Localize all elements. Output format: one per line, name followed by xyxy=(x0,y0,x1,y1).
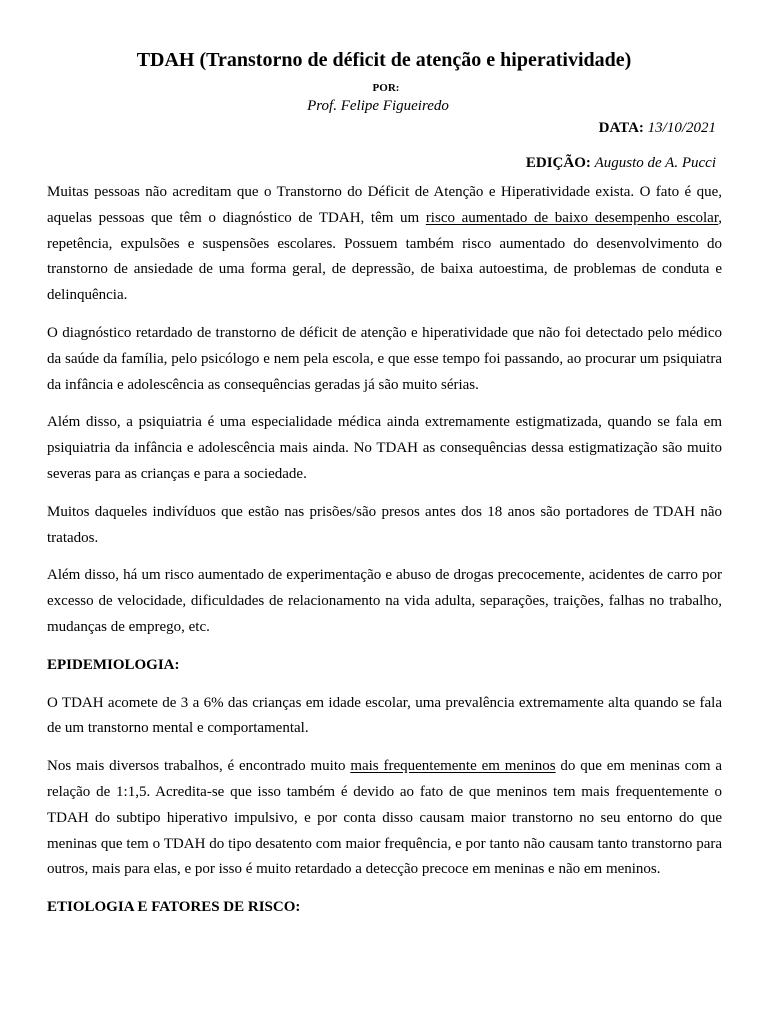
edition-value: Augusto de A. Pucci xyxy=(594,155,716,171)
paragraph-7 xyxy=(47,754,722,883)
paragraph-7-text-a: Nos mais diversos trabalhos, é encontrado muito xyxy=(47,758,351,775)
date-label: DATA: xyxy=(598,120,644,136)
edition-line xyxy=(526,153,716,173)
author-name: Prof. Felipe Figueiredo xyxy=(307,98,449,114)
paragraph-4: Muitos daqueles indivíduos que estão nas prisões/são presos antes dos 18 anos são portadores de TDAH não tratados. xyxy=(47,503,722,546)
paragraph-6: O TDAH acomete de 3 a 6% das crianças em idade escolar, uma prevalência extremamente alta quando se fala de um transtorno mental e comportamental. xyxy=(47,694,722,737)
section-heading-epidemiologia: EPIDEMIOLOGIA: xyxy=(47,656,180,673)
date-line xyxy=(599,118,716,138)
paragraph-5: Além disso, há um risco aumentado de experimentação e abuso de drogas precocemente, acidentes de carro por excesso de velocidade, dificuldades de relacionamento na vida adulta, separações, traições, falhas no trabalho, mudanças de emprego, etc. xyxy=(47,567,722,635)
underlined-phrase-risco: risco aumentado de baixo desempenho escolar xyxy=(425,209,719,226)
date-value: 13/10/2021 xyxy=(647,120,716,136)
paragraph-1-text-b: , repetência, expulsões e suspensões escolares. Possuem também risco aumentado do desenvolvimento do transtorno de ansiedade de uma forma geral, de depressão, de baixa autoestima, de problemas de conduta e delinquência. xyxy=(47,209,722,304)
section-heading-etiologia: ETIOLOGIA E FATORES DE RISCO: xyxy=(47,899,301,916)
document-body xyxy=(47,180,722,933)
author-label: POR: xyxy=(372,82,400,94)
paragraph-2: O diagnóstico retardado de transtorno de déficit de atenção e hiperatividade que não foi detectado pelo médico da saúde da família, pelo psicólogo e nem pela escola, e que esse tempo foi passando, ao procurar um psiquiatra da infância e adolescência as consequências geradas já são muito sérias. xyxy=(47,324,722,393)
underlined-phrase-meninos: mais frequentemente em meninos xyxy=(350,758,556,775)
paragraph-1-text-a: Muitas pessoas não acreditam que o Transtorno do Déficit de Atenção e Hiperatividade exista. O fato é que, aquelas pessoas que têm o diagnóstico de TDAH, têm um xyxy=(47,184,722,226)
paragraph-7-text-b: do que em meninas com a relação de 1:1,5. Acredita-se que isso também é devido ao fato de que meninos tem mais frequentemente o TDAH do subtipo hiperativo impulsivo, e por conta disso causam maior transtorno no seu entorno do que meninas que tem o TDAH do tipo desatento com maior frequência, e por tanto não causam tanto transtorno para outros, mais para elas, e por isso é muito retardado a detecção precoce em meninas e não em meninos. xyxy=(47,758,722,878)
document-title: TDAH (Transtorno de déficit de atenção e hiperatividade) xyxy=(136,49,632,71)
edition-label: EDIÇÃO: xyxy=(525,155,591,171)
paragraph-3: Além disso, a psiquiatria é uma especialidade médica ainda extremamente estigmatizada, quando se fala em psiquiatria da infância e adolescência mais ainda. No TDAH as consequências dessa estigmatização são muito severas para as crianças e para a sociedade. xyxy=(47,414,722,482)
paragraph-1 xyxy=(47,180,722,309)
